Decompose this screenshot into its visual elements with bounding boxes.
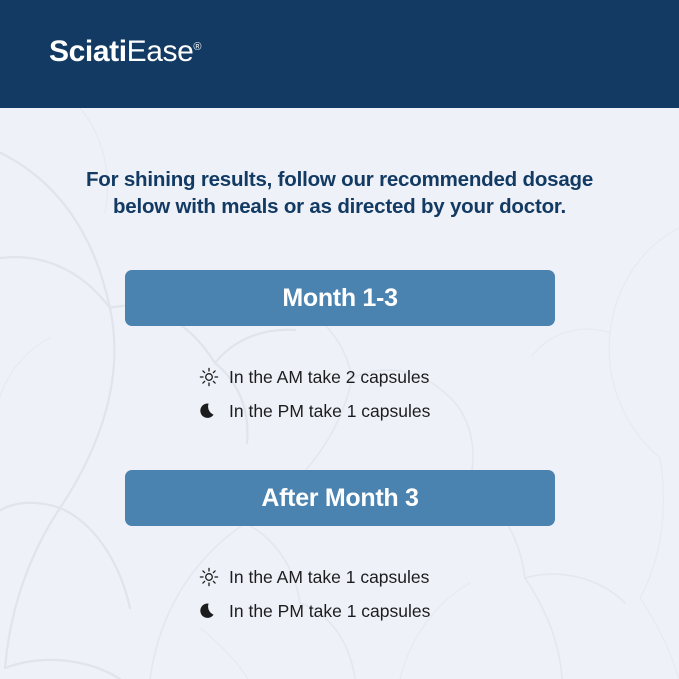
- moon-icon: [199, 599, 229, 623]
- dosage-band-label: After Month 3: [261, 483, 419, 512]
- dose-row-pm: [199, 594, 629, 628]
- dose-text-pm: In the PM take 1 capsules: [229, 600, 431, 621]
- dose-text-am: In the AM take 2 capsules: [229, 366, 430, 387]
- dosage-band-after-month-3: [125, 470, 555, 526]
- moon-icon: [199, 399, 229, 423]
- sun-icon: [199, 565, 229, 589]
- headline-line-1: For shining results, follow our recommended dosage: [85, 168, 594, 191]
- brand-name-primary: Sciati: [49, 35, 127, 68]
- content-area: [0, 108, 679, 679]
- dosage-band-month-1-3: [125, 270, 555, 326]
- sun-icon: [199, 365, 229, 389]
- headline: [0, 166, 679, 220]
- headline-line-2: below with meals or as directed by your doctor.: [112, 195, 567, 218]
- page-header: [0, 0, 679, 108]
- dose-row-am: [199, 560, 629, 594]
- dosage-band-label: Month 1-3: [282, 283, 398, 312]
- dosage-list-month-1-3: [199, 360, 629, 428]
- dose-text-pm: In the PM take 1 capsules: [229, 400, 431, 421]
- brand-logo: [49, 35, 201, 69]
- dosage-list-after-month-3: [199, 560, 629, 628]
- registered-trademark-icon: ®: [193, 41, 202, 53]
- dose-text-am: In the AM take 1 capsules: [229, 566, 430, 587]
- brand-name-secondary: Ease: [126, 35, 194, 68]
- dose-row-am: [199, 360, 629, 394]
- dose-row-pm: [199, 394, 629, 428]
